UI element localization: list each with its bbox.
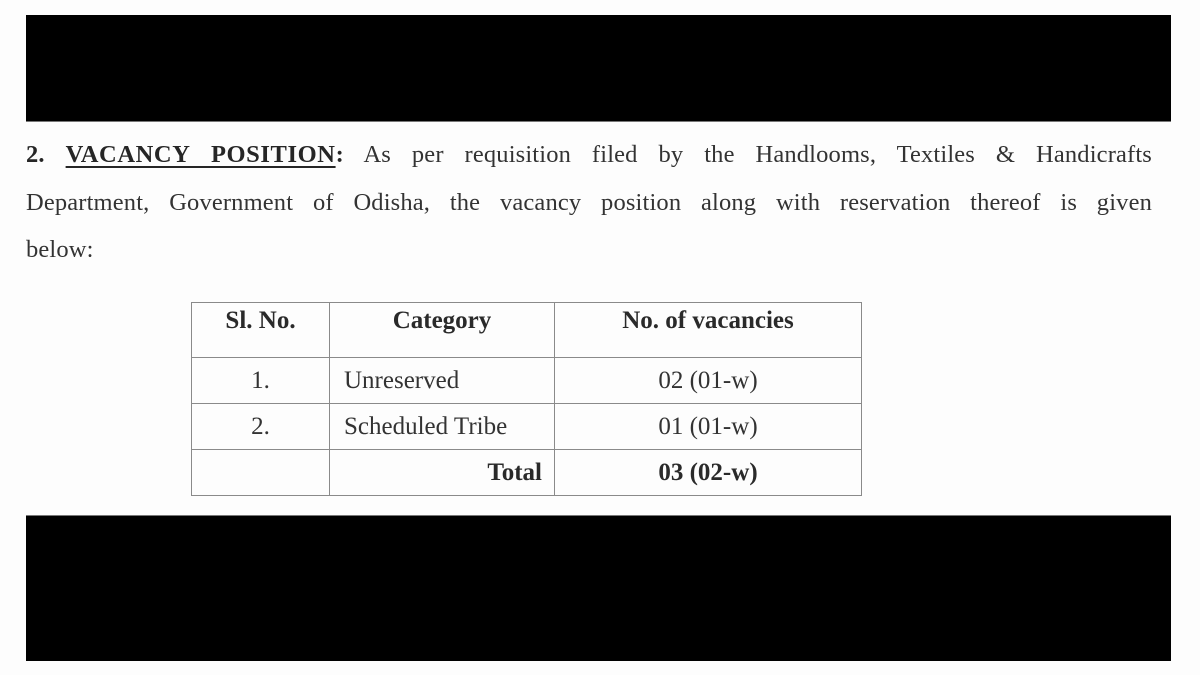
redaction-bar-top — [26, 15, 1171, 122]
cell-total-label: Total — [330, 450, 555, 496]
vacancy-position-paragraph — [26, 131, 1156, 274]
section-title: VACANCY POSITION — [65, 141, 336, 168]
cell-vacancies: 01 (01-w) — [555, 404, 862, 450]
section-number: 2. — [26, 141, 45, 168]
header-no-of-vacancies: No. of vacancies — [555, 303, 862, 358]
section-colon: : — [335, 141, 344, 168]
cell-vacancies: 02 (01-w) — [555, 358, 862, 404]
table-row — [192, 358, 862, 404]
cell-total-sl-empty — [192, 450, 330, 496]
table-header-row — [192, 303, 862, 358]
header-category: Category — [330, 303, 555, 358]
vacancy-table — [191, 302, 862, 496]
paragraph-text-1: As per requisition filed by the Handlooms, Textiles & Handicrafts — [343, 141, 1152, 168]
header-sl-no: Sl. No. — [192, 303, 330, 358]
cell-total-vacancies: 03 (02-w) — [555, 450, 862, 496]
redaction-bar-bottom — [26, 515, 1171, 661]
cell-category: Unreserved — [330, 358, 555, 404]
cell-sl-no: 1. — [192, 358, 330, 404]
cell-category: Scheduled Tribe — [330, 404, 555, 450]
table-total-row — [192, 450, 862, 496]
paragraph-line-3: below: — [26, 236, 94, 263]
cell-sl-no: 2. — [192, 404, 330, 450]
table-row — [192, 404, 862, 450]
paragraph-line-2: Department, Government of Odisha, the vacancy position along with reservation thereof is given — [26, 188, 1152, 216]
paragraph-line-1 — [26, 131, 1152, 179]
